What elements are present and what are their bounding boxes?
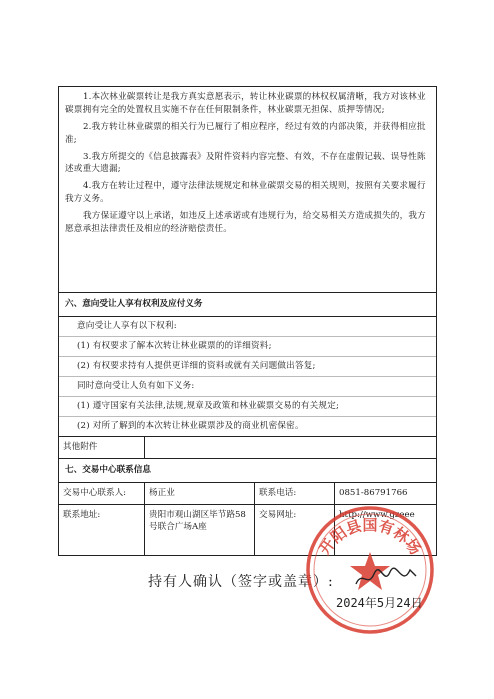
obligations-intro: 同时意向受让人负有如下义务: <box>59 377 436 397</box>
commitment-cell <box>59 87 437 293</box>
attachments-row <box>59 436 437 458</box>
obligation-item-2: (2) 对所了解到的本次转让林业碳票涉及的商业机密保密。 <box>77 420 304 431</box>
commitment-item-3: 3.我方所提交的《信息披露表》及附件资料内容完整、有效，不存在虚假记载、误导性陈述或重大遗漏; <box>65 151 426 175</box>
contact-value: 杨正业 <box>145 482 255 504</box>
address-label: 联系地址: <box>59 504 145 555</box>
website-label: 交易网址: <box>255 504 335 555</box>
commitment-item-2: 2.我方转让林业碳票的相关行为已履行了相应程序，经过有效的内部决策，并获得相应批准; <box>65 121 426 145</box>
section6-title: 六、意向受让人享有权利及应付义务 <box>59 293 437 317</box>
commitment-guarantee: 我方保证遵守以上承诺，如违反上述承诺或有违规行为，给交易相关方造成损失的，我方愿意承担法律责任及相应的经济赔偿责任。 <box>65 211 426 235</box>
rights-obligations-cell <box>59 316 437 436</box>
disclosure-table <box>58 86 437 559</box>
attachments-value <box>145 436 437 458</box>
holder-confirm-label: 持有人确认（签字或盖章）: <box>148 574 334 590</box>
commitment-row <box>59 87 437 293</box>
attachments-label: 其他附件 <box>59 436 145 458</box>
rights-intro: 意向受让人享有以下权利: <box>59 317 436 337</box>
phone-value: 0851-86791766 <box>335 482 437 504</box>
obligation-item-1: (1) 遵守国家有关法律,法规,规章及政策和林业碳票交易的有关规定; <box>59 397 436 417</box>
handwritten-signature <box>352 562 422 594</box>
sign-date: 2024年5月24日 <box>336 596 423 610</box>
stamp-text: 开阳县国有林场 <box>315 516 425 559</box>
address-value: 贵阳市观山湖区毕节路58号联合广场A座 <box>145 504 255 555</box>
website-value: http://www.gzeee <box>335 504 437 555</box>
section7-header-row <box>59 458 437 482</box>
contact-label: 交易中心联系人: <box>59 482 145 504</box>
section6-content-row <box>59 316 437 436</box>
commitment-item-4: 4.我方在转让过程中，遵守法律法规规定和林业碳票交易的相关规则，按照有关要求履行我方义务。 <box>65 181 426 205</box>
commitment-item-1: 1.本次林业碳票转让是我方真实意愿表示，转让林业碳票的林权权属清晰，我方对该林业碳票拥有完全的处置权且实施不存在任何限制条件，林业碳票无担保、质押等情况; <box>65 92 426 115</box>
right-item-2: (2) 有权要求持有人提供更详细的资料或就有关问题做出答复; <box>59 357 436 377</box>
phone-label: 联系电话: <box>255 482 335 504</box>
section6-header-row <box>59 293 437 317</box>
section7-title: 七、交易中心联系信息 <box>59 458 437 482</box>
right-item-1: (1) 有权要求了解本次转让林业碳票的的详细资料; <box>59 337 436 357</box>
